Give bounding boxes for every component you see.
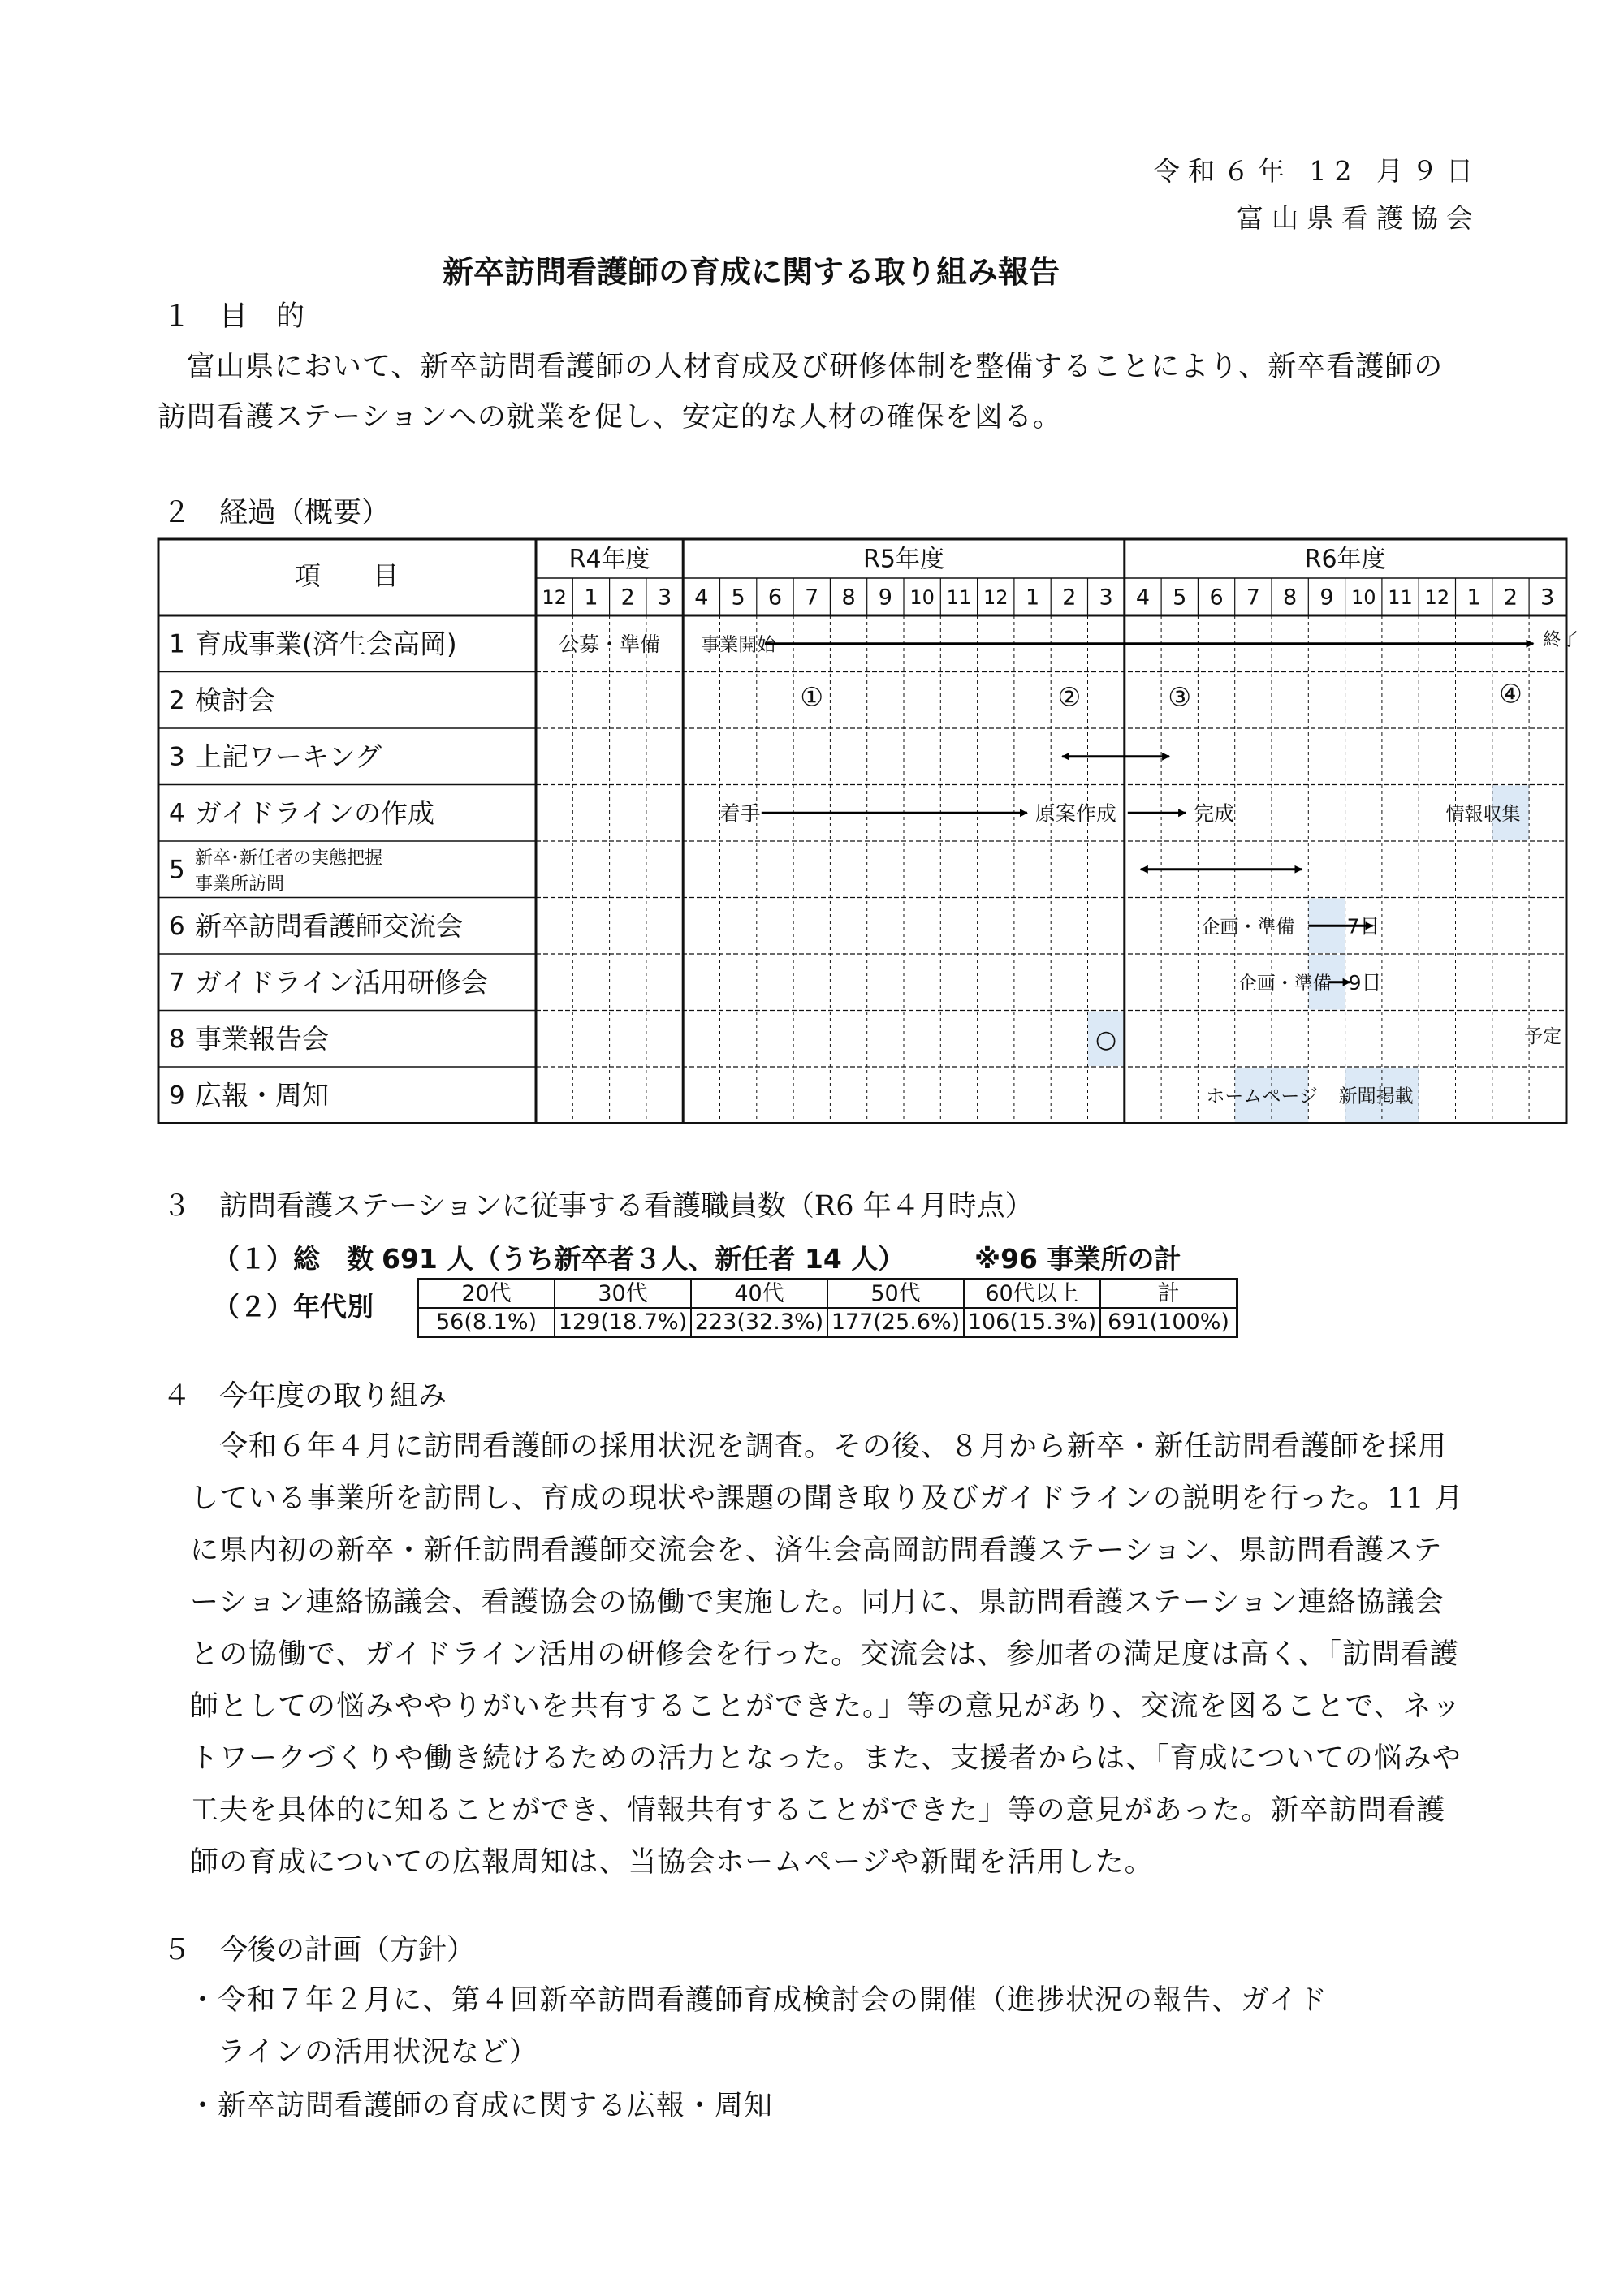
- row-number: 8: [169, 1024, 185, 1054]
- section-4-line: 師の育成についての広報周知は、当協会ホームページや新聞を活用した。: [190, 1846, 1154, 1879]
- month-label: 8: [1283, 585, 1298, 611]
- annotation-end: 終了: [1543, 629, 1579, 650]
- section-3-heading: ３ 訪問看護ステーションに従事する看護職員数（R6 年４月時点）: [162, 1190, 1034, 1223]
- month-label: 1: [1025, 585, 1040, 611]
- row-label: ガイドラインの作成: [195, 796, 435, 829]
- meeting-mark: ②: [1057, 681, 1082, 713]
- age-header-cell: 計: [1100, 1280, 1237, 1309]
- section-2-heading: ２ 経過（概要）: [162, 497, 391, 529]
- row-label: 検討会: [195, 684, 275, 716]
- annotation-done: 完成: [1194, 801, 1235, 826]
- month-label: 3: [657, 585, 672, 611]
- annotation-planned: 予定: [1524, 1025, 1562, 1047]
- annotation-prep: 企画・準備: [1237, 973, 1332, 995]
- age-value-cell: 691(100%): [1100, 1308, 1237, 1337]
- report-date: 令和６年 12 月９日: [1153, 155, 1481, 187]
- row-label: 広報・周知: [195, 1079, 329, 1111]
- month-label: 3: [1540, 585, 1555, 611]
- month-label: 7: [805, 585, 819, 611]
- age-label: （２）年代別: [213, 1291, 374, 1323]
- organization-name: 富山県看護協会: [1237, 202, 1481, 234]
- section-1-line: 富山県において、新卒訪問看護師の人材育成及び研修体制を整備することにより、新卒看護師の: [187, 351, 1444, 383]
- section-5-bullet: ・新卒訪問看護師の育成に関する広報・周知: [188, 2090, 774, 2122]
- section-4-line: との協働で、ガイドライン活用の研修会を行った。交流会は、参加者の満足度は高く、「訪問看護: [190, 1638, 1460, 1671]
- row-number: 1: [169, 629, 185, 659]
- month-label: 2: [1503, 585, 1518, 611]
- month-label: 9: [1320, 585, 1334, 611]
- meeting-mark: ④: [1499, 678, 1522, 710]
- section-5-bullet: ・令和７年２月に、第４回新卒訪問看護師育成検討会の開催（進捗状況の報告、ガイド: [188, 1984, 1328, 2017]
- month-label: 7: [1246, 585, 1260, 611]
- annotation-info: 情報収集: [1445, 803, 1521, 825]
- gantt-svg: [158, 537, 1579, 1154]
- item-header: 項 目: [294, 560, 400, 591]
- section-4-line: 師としての悩みややりがいを共有することができた。」等の意見があり、交流を図ることで、ネッ: [190, 1690, 1462, 1723]
- age-header-cell: 50代: [827, 1280, 964, 1309]
- month-label: 2: [620, 585, 635, 611]
- age-header-cell: 60代以上: [964, 1280, 1100, 1309]
- annotation-day: 7日: [1346, 914, 1380, 939]
- annotation-newspaper: 新聞掲載: [1338, 1085, 1414, 1107]
- row-label: 新卒訪問看護師交流会: [195, 909, 463, 942]
- section-4-heading: ４ 今年度の取り組み: [162, 1380, 447, 1413]
- row-label: 上記ワーキング: [195, 740, 382, 773]
- age-distribution-table: [417, 1278, 1238, 1338]
- month-label: 9: [878, 585, 892, 611]
- meeting-mark: ①: [800, 681, 824, 713]
- section-4-line: に県内初の新卒・新任訪問看護師交流会を、済生会高岡訪問看護ステーション、県訪問看護ステ: [190, 1534, 1443, 1567]
- month-label: 4: [1135, 585, 1151, 611]
- month-label: 12: [983, 586, 1009, 609]
- age-value-cell: 129(18.7%): [555, 1308, 691, 1337]
- section-4-line: トワークづくりや働き続けるための活力となった。また、支援者からは、「育成についての悩みや: [190, 1742, 1462, 1775]
- month-label: 11: [1388, 586, 1413, 609]
- month-label: 1: [1466, 585, 1481, 611]
- month-label: 8: [841, 585, 856, 611]
- section-4-line: 令和６年４月に訪問看護師の採用状況を調査。その後、８月から新卒・新任訪問看護師を採用: [219, 1431, 1448, 1463]
- month-label: 5: [731, 585, 745, 611]
- age-header-cell: 20代: [418, 1280, 555, 1309]
- month-label: 6: [767, 585, 783, 611]
- annotation-draft: 原案作成: [1034, 801, 1116, 826]
- annotation-start: 事業開始: [701, 634, 776, 656]
- page-title: 新卒訪問看護師の育成に関する取り組み報告: [442, 254, 1060, 290]
- row-number: 5: [169, 855, 185, 885]
- row-number: 9: [169, 1081, 185, 1111]
- section-1-heading: １ 目 的: [162, 300, 305, 333]
- month-label: 4: [694, 585, 709, 611]
- section-4-line: 工夫を具体的に知ることができ、情報共有することができた」等の意見があった。新卒訪問看護: [190, 1794, 1446, 1827]
- row-number: 7: [169, 968, 185, 998]
- age-value-cell: 56(8.1%): [418, 1308, 555, 1337]
- year-label: R5年度: [863, 545, 944, 574]
- year-label: R4年度: [568, 545, 650, 574]
- annotation-day: 9日: [1348, 970, 1382, 995]
- row-number: 2: [169, 685, 185, 715]
- row-label: 事業報告会: [195, 1022, 329, 1055]
- row-label: 新卒･新任者の実態把握: [195, 848, 383, 869]
- month-label: 2: [1062, 585, 1077, 611]
- section-1-line: 訪問看護ステーションへの就業を促し、安定的な人材の確保を図る。: [158, 401, 1062, 434]
- month-label: 1: [584, 585, 598, 611]
- row-label: 事業所訪問: [195, 874, 285, 895]
- table-row: [418, 1280, 1237, 1309]
- report-mark: ○: [1095, 1025, 1117, 1054]
- row-number: 4: [169, 798, 185, 828]
- age-value-cell: 177(25.6%): [827, 1308, 964, 1337]
- gantt-frame: [158, 539, 1566, 1124]
- total-note: ※96 事業所の計: [974, 1243, 1181, 1275]
- row-number: 3: [169, 742, 185, 772]
- age-value-cell: 223(32.3%): [691, 1308, 827, 1337]
- annotation-prep: 企画・準備: [1201, 916, 1295, 938]
- row-number: 6: [169, 911, 185, 941]
- row-label: 育成事業(済生会高岡): [195, 628, 457, 660]
- month-label: 5: [1173, 585, 1187, 611]
- table-row: [418, 1308, 1237, 1337]
- month-label: 10: [1350, 586, 1376, 609]
- annotation-homepage: ホームページ: [1206, 1085, 1318, 1107]
- total-value: 691 人（うち新卒者３人、新任者 14 人）: [382, 1243, 905, 1275]
- meeting-mark: ③: [1168, 681, 1192, 713]
- age-value-cell: 106(15.3%): [964, 1308, 1100, 1337]
- month-label: 10: [909, 586, 935, 609]
- progress-gantt-chart: [158, 537, 1579, 1158]
- month-label: 6: [1209, 585, 1224, 611]
- section-5-heading: ５ 今後の計画（方針）: [162, 1934, 476, 1966]
- month-label: 12: [1424, 586, 1450, 609]
- section-5-bullet: ラインの活用状況など）: [188, 2036, 538, 2069]
- month-label: 12: [542, 586, 567, 609]
- annotation-prep: 公募・準備: [559, 632, 661, 656]
- year-label: R6年度: [1304, 545, 1386, 574]
- section-4-line: ーション連絡協議会、看護協会の協働で実施した。同月に、県訪問看護ステーション連絡協議会: [190, 1586, 1445, 1619]
- age-header-cell: 40代: [691, 1280, 827, 1309]
- section-4-line: している事業所を訪問し、育成の現状や課題の聞き取り及びガイドラインの説明を行った。11 月: [190, 1482, 1464, 1515]
- age-header-cell: 30代: [555, 1280, 691, 1309]
- month-label: 11: [946, 586, 972, 609]
- annotation-start-work: 着手: [719, 801, 761, 826]
- month-label: 3: [1099, 585, 1113, 611]
- total-label: （１）総 数: [213, 1243, 374, 1275]
- row-label: ガイドライン活用研修会: [195, 966, 489, 999]
